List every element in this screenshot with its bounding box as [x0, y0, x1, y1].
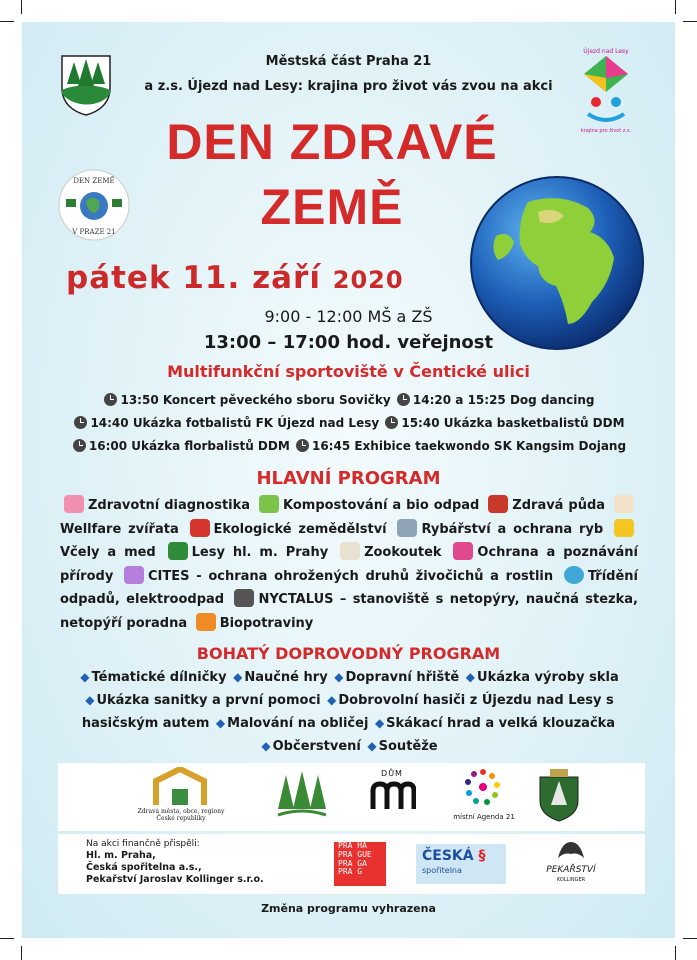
extra-item: Malování na obličej [227, 716, 369, 731]
tractor-icon [488, 495, 508, 513]
extra-program-list [62, 666, 635, 758]
organizer-line: Městská část Praha 21 [265, 54, 432, 69]
crop-mark [0, 938, 14, 939]
event-title-line1: DEN ZDRAVÉ [166, 114, 498, 170]
cs-logo-name: ČESKÁ [422, 848, 474, 864]
extra-item: Dopravní hřiště [345, 670, 460, 685]
goat-icon [340, 542, 360, 560]
pekarstvi-name: PEKAŘSTVÍ [546, 865, 596, 875]
crop-mark [675, 0, 676, 14]
schedule-item: 15:40 Ukázka basketbalistů DDM [401, 416, 625, 430]
program-item: NYCTALUS – stanoviště s netopýry, naučná stezka, netopýří poradna [60, 592, 638, 631]
extra-item: Ukázka sanitky a první pomoci [96, 693, 321, 708]
praha-logo-line: PRA GA [338, 858, 367, 868]
diamond-icon: ◆ [215, 716, 226, 730]
event-year: 2020 [332, 266, 404, 294]
program-item: Zookoutek [364, 545, 442, 561]
recycle-bin-icon [564, 566, 584, 584]
bee-icon [614, 519, 634, 537]
agenda21-logo-icon [462, 767, 504, 809]
dum-label: DŮM [381, 769, 403, 778]
clock-icon [73, 439, 86, 452]
clock-icon [385, 416, 398, 429]
sponsors-text [86, 838, 264, 886]
program-item: Třídění odpadů, elektroodpad [60, 568, 638, 608]
main-program-list [60, 494, 638, 636]
praha-logo-line: PRA G [338, 867, 363, 877]
crop-mark [21, 946, 22, 960]
crop-mark [683, 21, 697, 22]
program-item: Ekologické zemědělství [213, 521, 387, 537]
schedule-row [22, 439, 675, 453]
ujezd-logo-bottom: krajina pro život z.s. [580, 128, 632, 134]
schedule-item: 13:50 Koncert pěveckého sboru Sovičky [120, 393, 391, 407]
schedule-item: 16:45 Exhibice taekwondo SK Kangsim Dojang [311, 439, 627, 453]
diamond-icon: ◆ [80, 670, 90, 684]
extra-item: Ukázka výroby skla [477, 670, 619, 685]
extra-item: Dobrovolní hasiči z Újezdu nad Lesy s hasičským autem [81, 693, 614, 731]
praha-logo [334, 842, 386, 886]
bat-icon [234, 589, 254, 607]
zdrava-mesta-text [120, 808, 242, 822]
fish-icon [397, 519, 417, 537]
recycle-icon [259, 495, 279, 513]
ceska-sporitelna-logo [416, 844, 506, 884]
diamond-icon: ◆ [233, 670, 243, 684]
diamond-icon: ◆ [367, 739, 377, 753]
event-title-line2: ZEMĚ [260, 179, 404, 235]
chicken-icon [614, 495, 634, 513]
event-date-main: pátek 11. září [66, 260, 321, 296]
pekarstvi-sub: KOLLINGER [556, 877, 586, 883]
event-date [66, 260, 404, 296]
croissant-icon [556, 840, 586, 862]
program-item: Zdravotní diagnostika [88, 498, 251, 513]
extra-item: Naučné hry [244, 670, 328, 685]
diamond-icon: ◆ [85, 693, 95, 707]
diamond-icon: ◆ [374, 716, 385, 730]
extra-item: Občerstvení [272, 739, 361, 754]
schedule-row [22, 416, 675, 430]
extra-program-heading: BOHATÝ DOPROVODNÝ PROGRAM [196, 644, 501, 663]
clock-icon [296, 439, 309, 452]
sponsor-name: Česká spořitelna a.s., [86, 862, 202, 873]
ujezd-logo-icon [570, 44, 642, 134]
sponsors [58, 834, 645, 894]
dum-logo-icon [370, 781, 416, 811]
cs-s-icon: § [478, 848, 486, 864]
badge-top-text: DEN ZEMĚ [73, 177, 115, 185]
diamond-icon: ◆ [334, 670, 344, 684]
program-item: Lesy hl. m. Prahy [191, 545, 329, 561]
public-hours: 13:00 – 17:00 hod. veřejnost [203, 332, 494, 353]
partner-logos [58, 763, 645, 831]
carrot-icon [196, 613, 216, 631]
program-item: Wellfare zvířata [60, 521, 179, 537]
program-item: Ochrana a poznávání přírody [60, 545, 638, 584]
badge-bottom-text: V PRAZE 21 [72, 228, 116, 236]
diamond-icon: ◆ [327, 693, 337, 707]
crop-mark [683, 938, 697, 939]
diamond-icon: ◆ [465, 670, 476, 684]
sponsor-name: Pekařství Jaroslav Kollinger s.r.o. [86, 874, 264, 885]
program-item: CITES - ochrana ohrožených druhů živočichů a rostlin [148, 568, 554, 584]
diamond-icon: ◆ [261, 739, 271, 753]
schedule-row [22, 393, 675, 407]
schedule-item: 16:00 Ukázka florbalistů DDM [88, 439, 290, 453]
praha-logo-line: PRA GUE [338, 849, 372, 859]
schedule-item: 14:20 a 15:25 Dog dancing [412, 393, 595, 407]
praha-logo-line: PRA HA [338, 841, 367, 850]
ladybug-icon [190, 519, 210, 537]
tulip-icon [453, 542, 473, 560]
poster [22, 22, 675, 938]
zdrava-mesta-line2: České republiky [156, 815, 206, 822]
zdrava-mesta-logo-icon [150, 767, 210, 807]
program-item: Zdravá půda [512, 498, 606, 513]
butterfly-icon [124, 566, 144, 584]
sponsor-name: Hl. m. Praha, [86, 850, 156, 861]
forest-logo-icon [276, 769, 328, 823]
program-item: Včely a med [60, 545, 156, 561]
clock-icon [104, 393, 117, 406]
invitation-line: a z.s. Újezd nad Lesy: krajina pro život vás zvou na akci [144, 79, 553, 94]
schedule-item: 14:40 Ukázka fotbalistů FK Újezd nad Lesy [90, 416, 380, 430]
clock-icon [397, 393, 410, 406]
program-item: Kompostování a bio odpad [283, 498, 480, 513]
clock-icon [74, 416, 87, 429]
sponsors-intro: Na akci finančně přispěli: [86, 839, 200, 849]
footer-note: Změna programu vyhrazena [261, 902, 436, 915]
crop-mark [0, 21, 14, 22]
den-zeme-badge-icon [58, 169, 130, 241]
cs-logo-sub: spořitelna [422, 866, 462, 875]
tree-icon [168, 542, 188, 560]
mestska-cast-emblem-icon [536, 767, 582, 823]
venue: Multifunkční sportoviště v Čentické ulici [167, 362, 530, 381]
school-hours: 9:00 - 12:00 MŠ a ZŠ [264, 307, 433, 326]
agenda21-label: místní Agenda 21 [453, 813, 515, 821]
extra-item: Tématické dílničky [91, 670, 227, 685]
tongue-icon [64, 495, 84, 513]
program-item: Biopotraviny [219, 615, 314, 631]
program-item: Rybářství a ochrana ryb [421, 521, 604, 537]
extra-item: Skákací hrad a velká klouzačka [386, 716, 616, 731]
zdrava-mesta-line1: Zdravá města, obce, regiony [137, 808, 225, 815]
ujezd-logo-top: Újezd nad Lesy [583, 48, 629, 55]
crop-mark [675, 946, 676, 960]
main-program-heading: HLAVNÍ PROGRAM [256, 468, 441, 489]
crop-mark [21, 0, 22, 14]
extra-item: Soutěže [378, 739, 438, 754]
